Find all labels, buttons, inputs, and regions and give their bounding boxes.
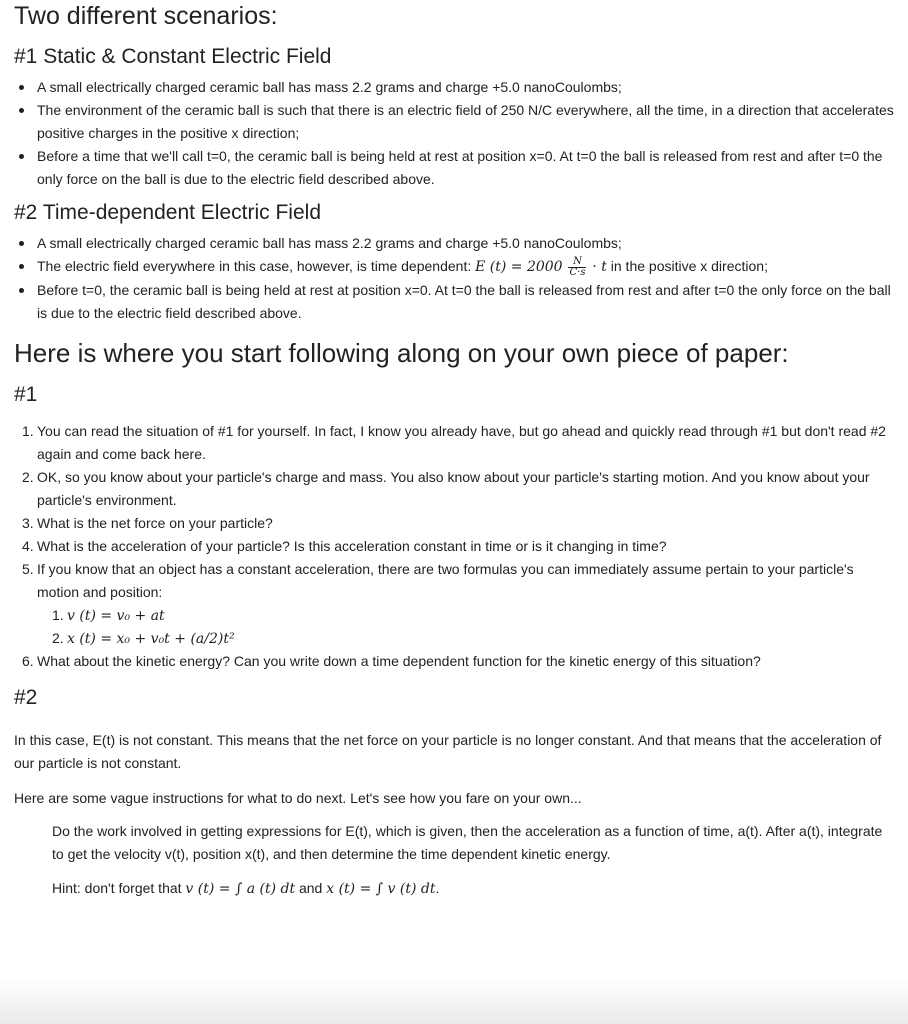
list-item: The environment of the ceramic ball is such that there is an electric field of 250 N/C everywhere, all the time, in a direction that accelerates positive charges in the positive x direction; — [37, 99, 894, 145]
part2-heading: #2 — [14, 686, 38, 709]
step-text: OK, so you know about your particle's charge and mass. You also know about your particle's starting motion. And you know about your particle's environment. — [37, 469, 870, 508]
follow-along-heading: Here is where you start following along on your own piece of paper: — [14, 338, 789, 368]
step-text: What is the net force on your particle? — [37, 515, 273, 531]
unit-fraction — [568, 257, 586, 278]
velocity-formula: v (t) = v₀ + at — [67, 608, 165, 624]
list-item: Before a time that we'll call t=0, the ceramic ball is being held at rest at position x=0. At t=0 the ball is released from rest and after t=0 the only force on the ball is due to the electric field described above. — [37, 145, 894, 191]
hint-prefix: Hint: don't forget that — [52, 880, 186, 896]
list-item: 2. x (t) = x₀ + v₀t + (a/2)t² — [52, 630, 235, 647]
list-item: 1. You can read the situation of #1 for yourself. In fact, I know you already have, but go ahead and quickly read through #1 but don't read #2 again and come back here. — [22, 423, 886, 462]
list-item: A small electrically charged ceramic ball has mass 2.2 grams and charge +5.0 nanoCoulombs; — [37, 232, 894, 255]
list-item: 3. What is the net force on your particle? — [22, 515, 273, 531]
field-formula-rhs: · t — [592, 259, 607, 275]
hint-text — [52, 877, 894, 901]
bullet-text: The electric field everywhere in this case, however, is time dependent: — [37, 258, 476, 274]
scenario1-bullets — [14, 76, 894, 191]
step-text: You can read the situation of #1 for yourself. In fact, I know you already have, but go ahead and quickly read through #1 but don't read #2 again and come back here. — [37, 423, 886, 462]
scenario2-bullets — [14, 232, 894, 325]
position-formula: x (t) = x₀ + v₀t + (a/2)t² — [67, 631, 235, 647]
part2-paragraph: Here are some vague instructions for what to do next. Let's see how you fare on your own... — [14, 790, 582, 806]
list-item — [37, 255, 894, 279]
part2-paragraph: In this case, E(t) is not constant. This means that the net force on your particle is no longer constant. And that means that the acceleration of our particle is not constant. — [14, 732, 882, 771]
step-text: What about the kinetic energy? Can you write down a time dependent function for the kinetic energy of this situation? — [37, 653, 761, 669]
scenario1-heading: #1 Static & Constant Electric Field — [14, 45, 332, 68]
step-text: If you know that an object has a constant acceleration, there are two formulas you can immediately assume pertain to your particle's motion and position: — [37, 561, 854, 600]
field-formula-lhs: E (t) = 2000 — [475, 259, 563, 275]
list-item: 5. If you know that an object has a constant acceleration, there are two formulas you can immediately assume pertain to your particle's motion and position: 1. v (t) = v₀ + at 2. x (t) = x₀ + v₀t + (a/2)t² — [37, 558, 894, 650]
step-text: What is the acceleration of your particle? Is this acceleration constant in time or is it changing in time? — [37, 538, 667, 554]
bullet-text: in the positive x direction; — [606, 258, 768, 274]
unit-numerator: N — [568, 257, 586, 268]
part1-heading: #1 — [14, 383, 38, 406]
list-item: 4. What is the acceleration of your particle? Is this acceleration constant in time or is it changing in time? — [22, 538, 667, 554]
instructions-block — [14, 820, 894, 901]
hint-period: . — [435, 880, 440, 896]
scenario2-heading: #2 Time-dependent Electric Field — [14, 201, 321, 224]
page-title: Two different scenarios: — [14, 2, 278, 30]
list-item: 1. v (t) = v₀ + at — [52, 607, 165, 624]
list-item: 6. What about the kinetic energy? Can you write down a time dependent function for the kinetic energy of this situation? — [22, 653, 761, 669]
position-integral: x (t) = ∫ v (t) dt — [326, 881, 436, 897]
kinematics-formulas — [37, 604, 894, 650]
part1-steps — [14, 420, 894, 673]
instructions-text: Do the work involved in getting expressions for E(t), which is given, then the acceleration as a function of time, a(t). After a(t), integrate to get the velocity v(t), position x(t), and then determine the time dependent kinetic energy. — [52, 823, 883, 862]
velocity-integral: v (t) = ∫ a (t) dt — [185, 881, 296, 897]
list-item: Before t=0, the ceramic ball is being held at rest at position x=0. At t=0 the ball is released from rest and after t=0 the only force on the ball is due to the electric field described above. — [37, 279, 894, 325]
hint-and: and — [295, 880, 327, 896]
bottom-fade — [0, 978, 908, 1024]
list-item: A small electrically charged ceramic ball has mass 2.2 grams and charge +5.0 nanoCoulombs; — [37, 76, 894, 99]
unit-denominator: C·s — [569, 266, 586, 278]
list-item: 2. OK, so you know about your particle's charge and mass. You also know about your particle's starting motion. And you know about your particle's environment. — [22, 469, 870, 508]
